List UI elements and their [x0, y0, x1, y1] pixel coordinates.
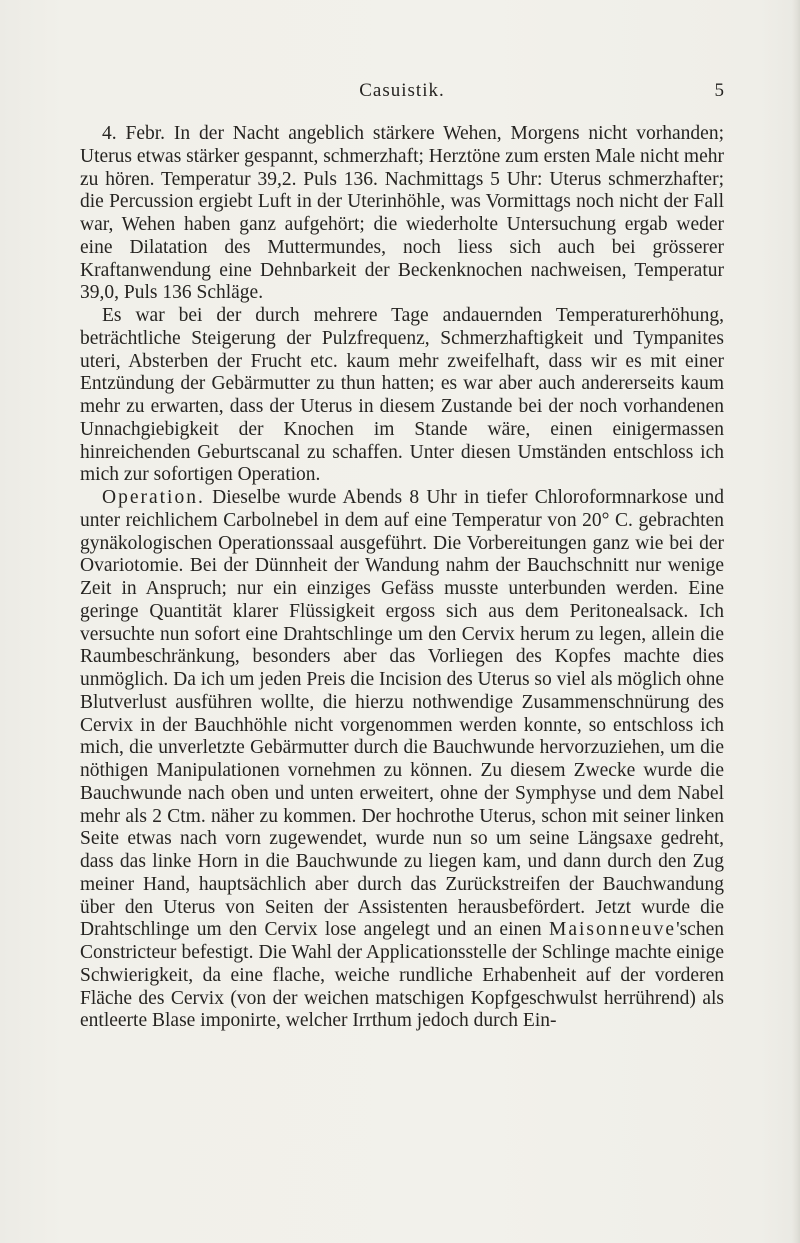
- section-lead-operation: Operation.: [102, 487, 205, 508]
- paragraph-3-text: Dieselbe wurde Abends 8 Uhr in tiefer Chloroformnarkose und unter reichlichem Carbolnebel in dem auf eine Temperatur von 20° C. gebrachten gynäkologischen Operationssaal ausgeführt. Die Vorbereitungen ganz wie bei der Ovariotomie. Bei der Dünnheit der Wandung nahm der Bauchschnitt nur wenige Zeit in Anspruch; nur ein einziges Gefäss musste unterbunden werden. Eine geringe Quantität klarer Flüssigkeit ergoss sich aus dem Peritonealsack. Ich versuchte nun sofort eine Drahtschlinge um den Cervix herum zu legen, allein die Raumbeschränkung, besonders aber das Vorliegen des Kopfes machte dies unmöglich. Da ich um jeden Preis die Incision des Uterus so viel als möglich ohne Blutverlust ausführen wollte, die hierzu nothwendige Zusammenschnürung des Cervix in der Bauchhöhle nicht vorgenommen werden konnte, so entschloss ich mich, die unverletzte Gebärmutter durch die Bauchwunde hervorzuziehen, um die nöthigen Manipulationen vornehmen zu können. Zu diesem Zwecke wurde die Bauchwunde nach oben und unten erweitert, ohne der Symphyse und dem Nabel mehr als 2 Ctm. näher zu kommen. Der hochrothe Uterus, schon mit seiner linken Seite etwas nach vorn zugewendet, wurde nun so um seine Längsaxe gedreht, dass das linke Horn in die Bauchwunde zu liegen kam, und dann durch den Zug meiner Hand, hauptsächlich aber durch das Zurückstreifen der Bauchwandung über den Uterus von Seiten der Assistenten herausbefördert. Jetzt wurde die Drahtschlinge um den Cervix lose angelegt und an einen: [80, 487, 724, 941]
- paragraph-3: [80, 487, 724, 1033]
- surgeon-name-spaced: Maisonneuve: [549, 919, 677, 941]
- page-header: [80, 80, 724, 110]
- paragraph-1: 4. Febr. In der Nacht angeblich stärkere Wehen, Morgens nicht vorhanden; Uterus etwas stärker gespannt, schmerzhaft; Herztöne zum ersten Male nicht mehr zu hören. Temperatur 39,2. Puls 136. Nachmittags 5 Uhr: Uterus schmerzhafter; die Percussion ergiebt Luft in der Uterinhöhle, was Vormittags noch nicht der Fall war, Wehen haben ganz aufgehört; die wiederholte Untersuchung ergab weder eine Dilatation des Muttermundes, noch liess sich auch bei grösserer Kraftanwendung eine Dehnbarkeit der Beckenknochen nachweisen, Temperatur 39,0, Puls 136 Schläge.: [80, 123, 724, 304]
- paragraph-2: Es war bei der durch mehrere Tage andauernden Temperaturerhöhung, beträchtliche Steigerung der Pulzfrequenz, Schmerzhaftigkeit und Tympanites uteri, Absterben der Frucht etc. kaum mehr zweifelhaft, dass wir es mit einer Entzündung der Gebärmutter zu thun hatten; es war aber auch andererseits kaum mehr zu erwarten, dass der Uterus in diesem Zustande bei der noch vorhandenen Unnachgiebigkeit der Knochen im Stande wäre, einen einigermassen hinreichenden Geburtscanal zu schaffen. Unter diesen Umständen entschloss ich mich zur sofortigen Operation.: [80, 305, 724, 486]
- body-text: [80, 123, 724, 1033]
- paragraph-3-text-after: 'schen Constricteur befestigt. Die Wahl der Applicationsstelle der Schlinge machte einige Schwierigkeit, da eine flache, weiche rundliche Erhabenheit auf der vorderen Fläche des Cervix (von der weichen matschigen Kopfgeschwulst herrührend) als entleerte Blase imponirte, welcher Irrthum jedoch durch Ein-: [80, 919, 724, 1032]
- page-number: 5: [714, 80, 724, 101]
- running-title: Casuistik.: [359, 80, 445, 101]
- page-edge-shadow: [792, 0, 800, 1243]
